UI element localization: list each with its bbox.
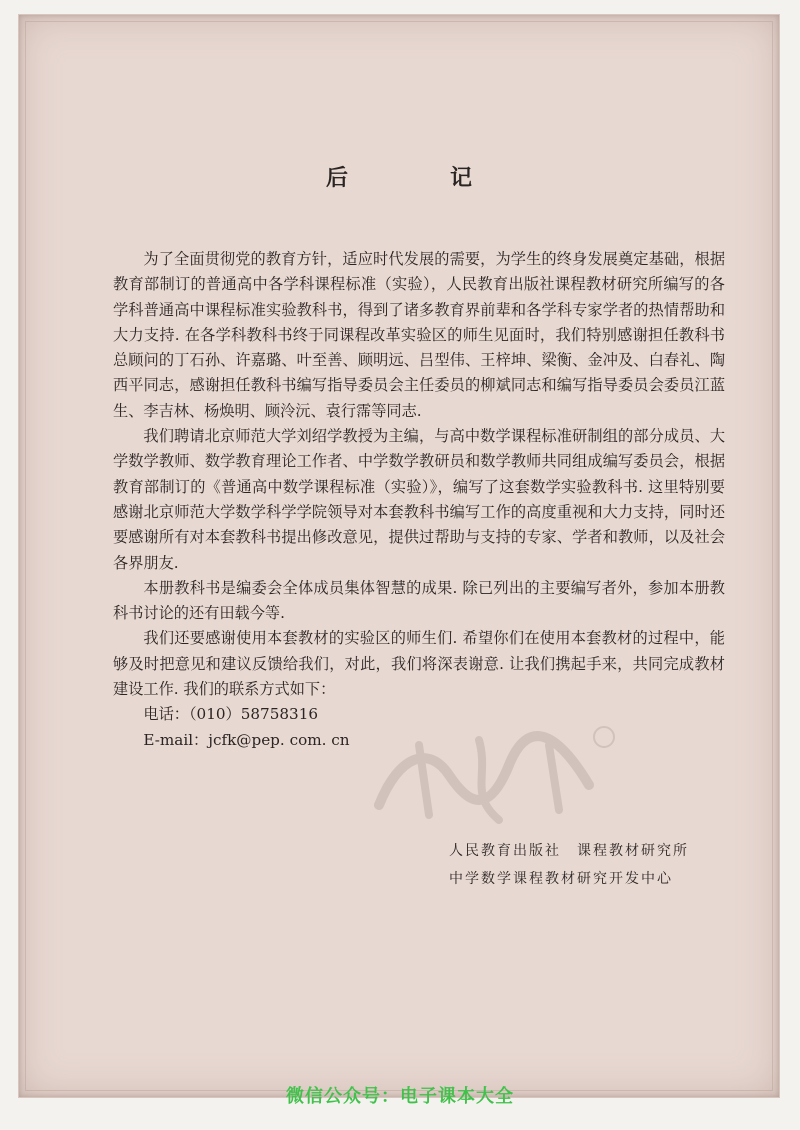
paragraph-1: 为了全面贯彻党的教育方针，适应时代发展的需要，为学生的终身发展奠定基础，根据教育部制订的普通高中各学科课程标准（实验），人民教育出版社课程教材研究所编写的各学科普通高中课程标准实验教科书，得到了诸多教育界前辈和各学科专家学者的热情帮助和大力支持. 在各学科教科书终于同课程改革实验区的师生见面时，我们特别感谢担任教科书总顾问的丁石孙、许嘉璐、叶至善、顾明远、吕型伟、王梓坤、梁衡、金冲及、白春礼、陶西平同志，感谢担任教科书编写指导委员会主任委员的柳斌同志和编写指导委员会委员江蓝生、李吉林、杨焕明、顾泠沅、袁行霈等同志. <box>113 250 725 420</box>
paragraph-4: 我们还要感谢使用本套教材的实验区的师生们. 希望你们在使用本套教材的过程中，能够及时把意见和建议反馈给我们，对此，我们将深表谢意. 让我们携起手来，共同完成教材建设工作. 我们的联系方式如下： <box>113 629 725 699</box>
contact-email: E-mail：jcfk@pep. com. cn <box>143 730 350 749</box>
document-page <box>18 14 780 1098</box>
signature-line-1: 人民教育出版社 课程教材研究所 <box>449 843 689 859</box>
footer-watermark: 微信公众号：电子课本大全 <box>286 1086 514 1107</box>
signature-block <box>449 837 689 893</box>
contact-phone: 电话：（010）58758316 <box>143 705 319 724</box>
signature-line-2: 中学数学课程教材研究开发中心 <box>449 871 673 887</box>
paragraph-3: 本册教科书是编委会全体成员集体智慧的成果. 除已列出的主要编写者外，参加本册教科书讨论的还有田载今等. <box>113 578 725 623</box>
body-text <box>113 247 725 753</box>
paragraph-2: 我们聘请北京师范大学刘绍学教授为主编，与高中数学课程标准研制组的部分成员、大学数学教师、数学教育理论工作者、中学数学教研员和数学教师共同组成编写委员会，根据教育部制订的《普通高中数学课程标准（实验）》，编写了这套数学实验教科书. 这里特别要感谢北京师范大学数学科学学院领导对本套教科书编写工作的高度重视和大力支持，同时还要感谢所有对本套教科书提出修改意见，提供过帮助与支持的专家、学者和教师，以及社会各界朋友. <box>113 427 725 572</box>
page-title: 后 记 <box>325 165 512 191</box>
